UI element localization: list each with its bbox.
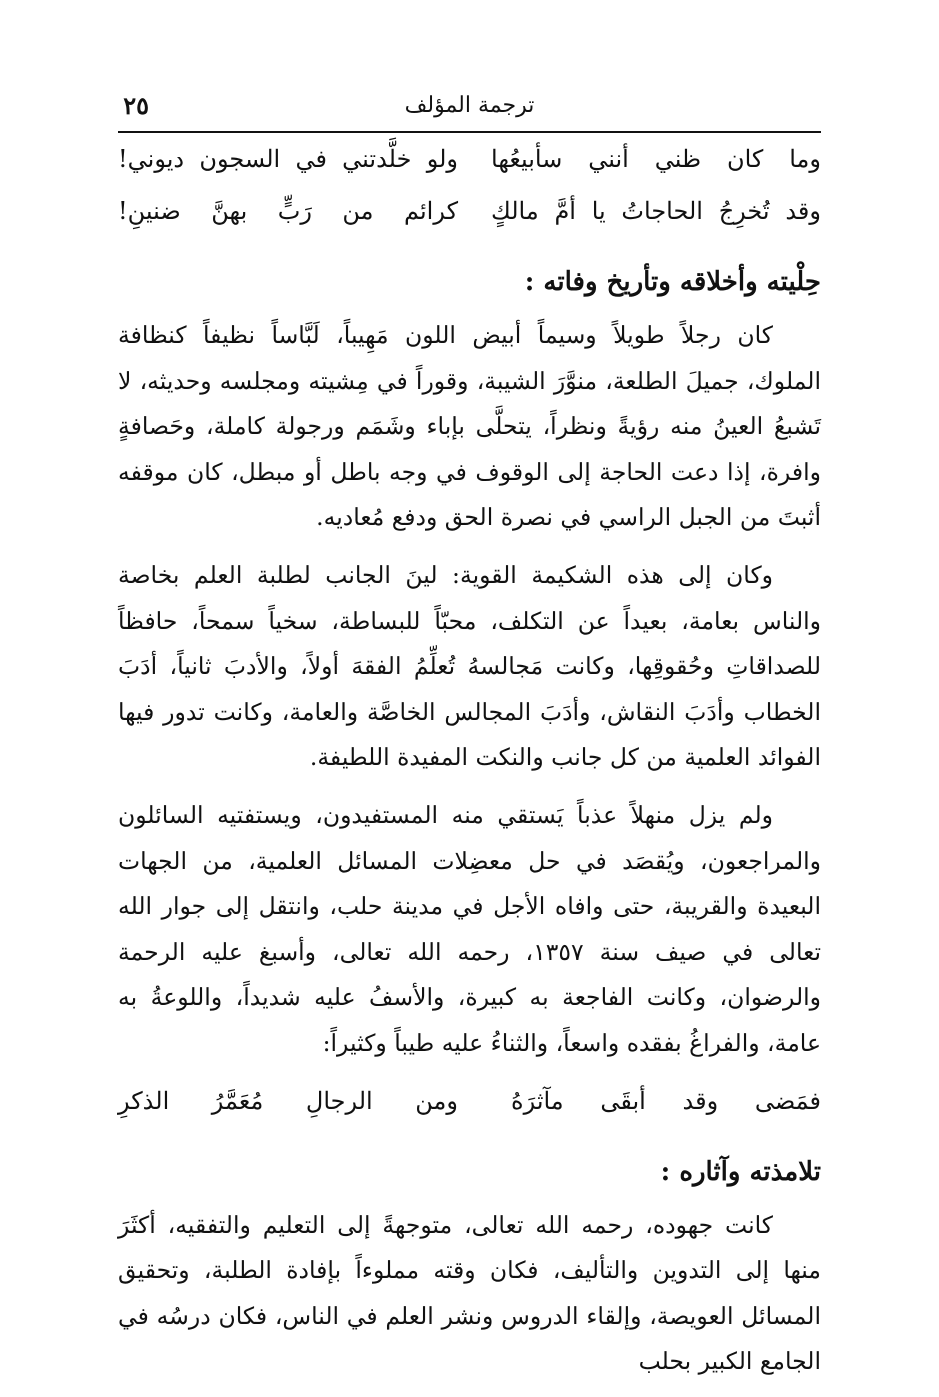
paragraph: كانت جهوده، رحمه الله تعالى، متوجهةً إلى التعليم والتفقيه، أكثَرَ منها إلى التدوين والتأليف، فكان وقته مملوءاً بإفادة الطلبة، وتحقيق المسائل العويصة، وإلقاء الدروس ونشر العلم في الناس، فكان درسُه في الجامع الكبير بحلب — [118, 1210, 821, 1376]
section-heading: تلامذته وآثاره : — [660, 1156, 821, 1187]
verse-first-hemistich: وما كان ظني أنني سأبيعُها — [491, 145, 821, 173]
page-number: ٢٥ — [123, 91, 149, 120]
page-header — [118, 85, 821, 133]
verse-first-hemistich: وقد تُخرِجُ الحاجاتُ يا أمَّ مالكٍ — [491, 197, 821, 225]
verse-second-hemistich: كرائم من رَبٍّ بهنَّ ضنينِ! — [118, 197, 458, 225]
paragraph: وكان إلى هذه الشكيمة القوية: لينَ الجانب لطلبة العلم بخاصة والناس بعامة، بعيداً عن التكلف، محبّاً للبساطة، سخياً سمحاً، حافظاً للصداقاتِ وحُقوقِها، وكانت مَجالسهُ تُعلِّمُ الفقهَ أولاً، والأدبَ ثانياً، أدَبَ الخطاب وأدَبَ النقاش، وأدَبَ المجالس الخاصَّة والعامة، وكانت تدور فيها الفوائد العلمية من كل جانب والنكت المفيدة اللطيفة. — [118, 560, 821, 772]
verse-second-hemistich: ومن الرجالِ مُعَمَّرُ الذكرِ — [118, 1086, 458, 1115]
verse-line — [118, 1087, 821, 1139]
verse-line — [118, 145, 821, 197]
section-heading: حِلْيته وأخلاقه وتأريخ وفاته : — [524, 267, 821, 297]
book-page — [118, 85, 821, 1397]
verse-first-hemistich: فمَضى وقد أبقَى مآثرَهُ — [511, 1086, 821, 1115]
paragraph: كان رجلاً طويلاً وسيماً أبيض اللون مَهِيباً، لَبَّاساً نظيفاً كنظافة الملوك، جميلَ الطلعة، منوَّرَ الشيبة، وقوراً في مِشيته ومجلسه وحديثه، لا تَشبعُ العينُ منه رؤيةً ونظراً، يتحلَّى بإباء وشَمَم ورجولة كاملة، وحَصافةٍ وافرة، إذا دعت الحاجة إلى الوقوف في وجه باطل أو مبطل، كان موقفه أثبتَ من الجبل الراسي في نصرة الحق ودفع مُعاديه. — [118, 321, 821, 532]
verse-second-hemistich: ولو خلَّدتني في السجون ديوني! — [118, 145, 458, 173]
paragraph: ولم يزل منهلاً عذباً يَستقي منه المستفيدون، ويستفتيه السائلون والمراجعون، ويُقصَد في حل معضِلات المسائل العلمية، من الجهات البعيدة والقريبة، حتى وافاه الأجل في مدينة حلب، وانتقل إلى جوار الله تعالى في صيف سنة ١٣٥٧، رحمه الله تعالى، وأسبغ عليه الرحمة والرضوان، وكانت الفاجعة به كبيرة، والأسفُ عليه شديداً، واللوعةُ به عامة، والفراغُ بفقده واسعاً، والثناءُ عليه طيباً وكثيراً: — [118, 800, 821, 1057]
running-title: ترجمة المؤلف — [404, 93, 535, 118]
verse-line — [118, 197, 821, 249]
